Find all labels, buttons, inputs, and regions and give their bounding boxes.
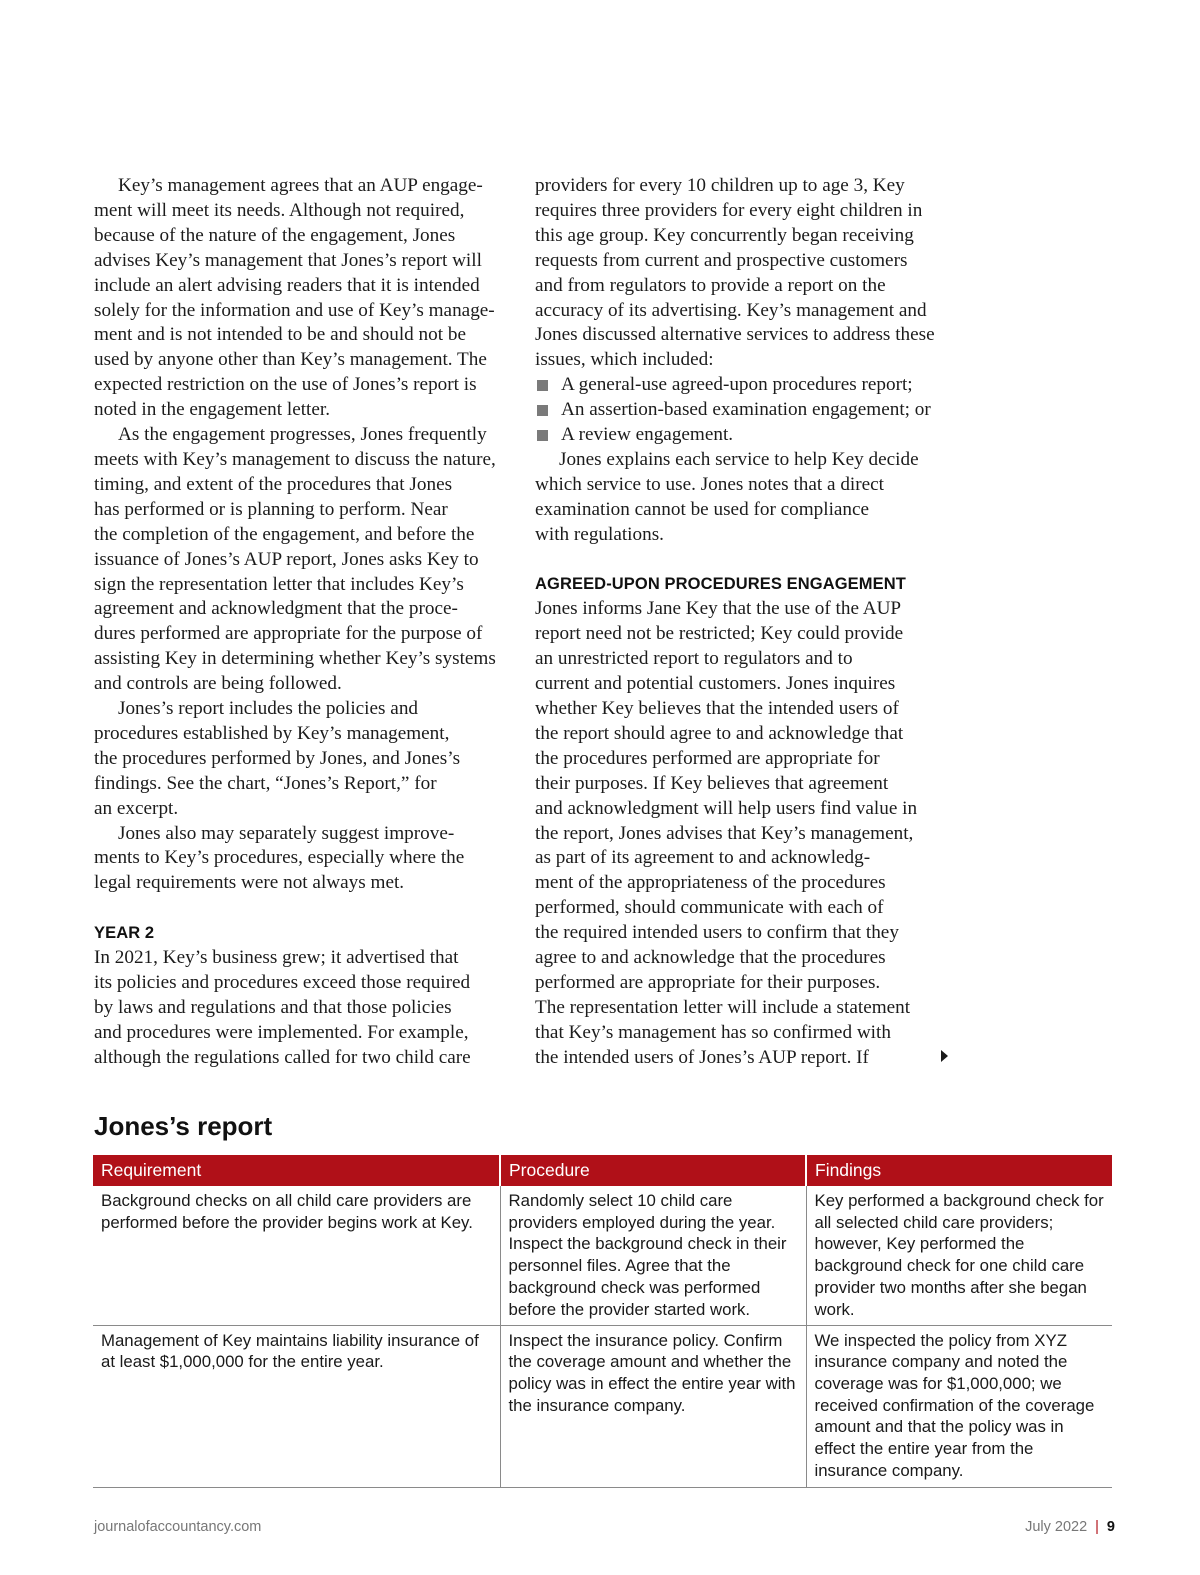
text-line: requests from current and prospective customers: [535, 249, 908, 271]
text-line: meets with Key’s management to discuss the nature,: [94, 448, 496, 470]
text-line: accuracy of its advertising. Key’s management and: [535, 299, 927, 321]
text-line: by laws and regulations and that those policies: [94, 996, 452, 1018]
text-line: this age group. Key concurrently began receiving: [535, 224, 914, 246]
services-list: [535, 373, 950, 448]
text-line: Jones explains each service to help Key decide: [559, 448, 919, 470]
text-line: with regulations.: [535, 523, 664, 545]
left-column: [94, 174, 508, 1071]
text-line: the procedures performed are appropriate for: [535, 747, 880, 769]
table-cell: Key performed a background check for all selected child care providers; however, Key performed the background check for one child care provider two months after she began work.: [806, 1186, 1112, 1325]
text-line: the report should agree to and acknowledge that: [535, 722, 904, 744]
report-title: Jones’s report: [94, 1111, 273, 1141]
text-line: and from regulators to provide a report on the: [535, 274, 886, 296]
table-row: [93, 1325, 1112, 1487]
left-paragraph-2: [94, 423, 508, 697]
text-line: performed are appropriate for their purposes.: [535, 971, 881, 993]
text-line: Key’s management agrees that an AUP engage-: [118, 175, 483, 196]
year-2-heading: YEAR 2: [94, 924, 155, 943]
text-line: assisting Key in determining whether Key’s systems: [94, 648, 496, 670]
right-paragraph-1: [535, 174, 950, 373]
column-header-findings: Findings: [806, 1155, 1112, 1186]
left-paragraph-4: [94, 822, 508, 897]
text-line: In 2021, Key’s business grew; it advertised that: [94, 947, 459, 969]
text-line: used by anyone other than Key’s management. The: [94, 349, 487, 371]
table-cell: Randomly select 10 child care providers employed during the year. Inspect the background check in their personnel files. Agree that the background check was performed before the provider started work.: [500, 1186, 806, 1325]
text-line: ment will meet its needs. Although not required,: [94, 199, 465, 221]
text-line: examination cannot be used for compliance: [535, 498, 870, 520]
square-bullet-icon: [537, 405, 548, 416]
table-cell: Management of Key maintains liability insurance of at least $1,000,000 for the entire year.: [93, 1325, 500, 1487]
text-line: As the engagement progresses, Jones frequently: [118, 424, 487, 446]
text-line: Jones’s report includes the policies and: [118, 698, 419, 720]
text-line: report need not be restricted; Key could provide: [535, 623, 904, 645]
text-line: advises Key’s management that Jones’s report will: [94, 249, 482, 271]
text-line: and procedures were implemented. For example,: [94, 1021, 469, 1043]
text-line: has performed or is planning to perform. Near: [94, 498, 448, 520]
text-line: timing, and extent of the procedures that Jones: [94, 473, 453, 495]
jones-report-table: [93, 1155, 1112, 1488]
text-line: procedures established by Key’s management,: [94, 722, 450, 744]
text-line: the report, Jones advises that Key’s management,: [535, 822, 914, 844]
text-line: their purposes. If Key believes that agreement: [535, 772, 889, 794]
text-line: expected restriction on the use of Jones’s report is: [94, 374, 477, 396]
text-line: and controls are being followed.: [94, 673, 342, 695]
table-cell: Inspect the insurance policy. Confirm the coverage amount and whether the policy was in effect the entire year with the insurance company.: [500, 1325, 806, 1487]
text-line: dures performed are appropriate for the purpose of: [94, 623, 483, 645]
text-line: requires three providers for every eight children in: [535, 199, 923, 221]
right-paragraph-3: [535, 597, 950, 1070]
list-item-text: A review engagement.: [561, 424, 734, 446]
left-paragraph-1: [94, 174, 508, 423]
text-line: the procedures performed by Jones, and Jones’s: [94, 747, 461, 769]
text-line: its policies and procedures exceed those required: [94, 971, 471, 993]
text-line: findings. See the chart, “Jones’s Report,” for: [94, 772, 437, 794]
text-line: as part of its agreement to and acknowledg-: [535, 847, 871, 869]
text-line: agreement and acknowledgment that the proce-: [94, 598, 458, 620]
text-line: issuance of Jones’s AUP report, Jones asks Key to: [94, 548, 479, 570]
spacer: [94, 896, 508, 921]
text-line: ment and is not intended to be and should not be: [94, 324, 466, 346]
table-cell: Background checks on all child care providers are performed before the provider begins work at Key.: [93, 1186, 500, 1325]
text-line: that Key’s management has so confirmed with: [535, 1021, 891, 1043]
text-line: whether Key believes that the intended users of: [535, 698, 899, 720]
footer-date: July 2022: [1025, 1519, 1088, 1535]
text-line: The representation letter will include a statement: [535, 996, 911, 1018]
text-line: which service to use. Jones notes that a direct: [535, 473, 885, 495]
aup-engagement-heading: AGREED-UPON PROCEDURES ENGAGEMENT: [535, 575, 906, 594]
text-line: the completion of the engagement, and before the: [94, 523, 475, 545]
square-bullet-icon: [537, 380, 548, 391]
text-line: Jones also may separately suggest improve-: [118, 822, 455, 844]
list-item-text: An assertion-based examination engagement; or: [561, 399, 931, 421]
text-line: legal requirements were not always met.: [94, 872, 405, 894]
list-item: [535, 373, 950, 398]
text-line: sign the representation letter that includes Key’s: [94, 573, 464, 595]
list-item-text: A general-use agreed-upon procedures report;: [561, 374, 913, 396]
spacer: [535, 548, 950, 573]
text-line: solely for the information and use of Key’s manage-: [94, 299, 495, 321]
left-paragraph-3: [94, 697, 508, 822]
continue-arrow-icon: [941, 1050, 948, 1062]
page-number: 9: [1106, 1519, 1115, 1535]
right-column: [535, 174, 950, 1071]
text-line: Jones informs Jane Key that the use of the AUP: [535, 598, 902, 620]
table-header-row: [93, 1155, 1112, 1186]
text-line: ment of the appropriateness of the procedures: [535, 872, 886, 894]
text-line: although the regulations called for two child care: [94, 1046, 471, 1068]
text-line: current and potential customers. Jones inquires: [535, 673, 896, 695]
text-line: an unrestricted report to regulators and to: [535, 648, 853, 670]
text-line: because of the nature of the engagement, Jones: [94, 224, 456, 246]
text-line: the intended users of Jones’s AUP report. If: [535, 1046, 869, 1068]
text-line: the required intended users to confirm that they: [535, 922, 899, 944]
right-paragraph-2: [535, 448, 950, 548]
column-header-requirement: Requirement: [93, 1155, 500, 1186]
footer-date-page: [1025, 1519, 1115, 1535]
text-line: performed, should communicate with each of: [535, 897, 884, 919]
table-cell: We inspected the policy from XYZ insurance company and noted the coverage was for $1,000,000; we received confirmation of the coverage amount and that the policy was in effect the entire year from the insurance company.: [806, 1325, 1112, 1487]
text-line: an excerpt.: [94, 797, 179, 819]
list-item: [535, 398, 950, 423]
list-item: [535, 423, 950, 448]
text-line: agree to and acknowledge that the procedures: [535, 947, 886, 969]
text-line: noted in the engagement letter.: [94, 399, 331, 421]
table-row: [93, 1186, 1112, 1325]
text-line: Jones discussed alternative services to address these: [535, 324, 935, 346]
text-line: ments to Key’s procedures, especially where the: [94, 847, 465, 869]
text-line: issues, which included:: [535, 349, 714, 371]
column-header-procedure: Procedure: [500, 1155, 806, 1186]
text-line: providers for every 10 children up to age 3, Key: [535, 175, 905, 196]
text-line: include an alert advising readers that it is intended: [94, 274, 480, 296]
left-paragraph-5: [94, 946, 508, 1071]
square-bullet-icon: [537, 430, 548, 441]
footer-site: journalofaccountancy.com: [94, 1519, 262, 1535]
footer-separator: |: [1095, 1519, 1099, 1535]
text-line: and acknowledgment will help users find value in: [535, 797, 918, 819]
